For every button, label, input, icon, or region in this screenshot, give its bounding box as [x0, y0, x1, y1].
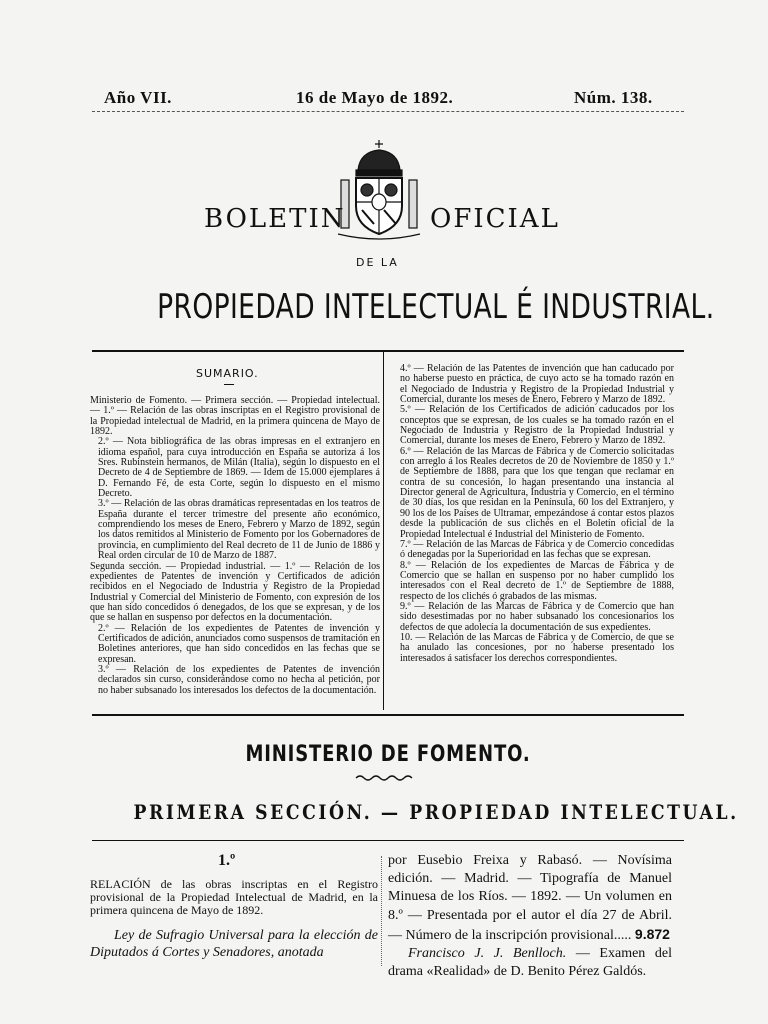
ornament-squiggle [354, 774, 414, 782]
section-heading: PRIMERA SECCIÓN. — PROPIEDAD INTELECTUAL. [133, 800, 739, 824]
sumario-right-column [392, 364, 674, 664]
masthead-rule [92, 111, 684, 112]
sumario-entry: 2.º — Relación de los expedientes de Patentes de invención y Certificados de adición, anunciados como suspensos de tramitación en Boletines anteriores, que han sido concedidos en las fechas que se expresan. [98, 622, 380, 665]
issue-number: Núm. 138. [574, 88, 653, 107]
registration-number: 9.872 [634, 925, 670, 942]
next-entry [388, 945, 672, 981]
sumario-entry: 2.º — Nota bibliográfica de las obras impresas en el extranjero en idioma español, para cuya introducción en España se autoriza á los Sres. Rubinstein hermanos, de Milán (Italia), según lo dispuesto en el Decreto de 4 de Septiembre de 1869. — Idem de 15.000 ejemplares á D. Fernando Fé, de esta Corte, según lo dispuesto en el mismo Decreto. [98, 436, 380, 500]
section-rule [92, 840, 684, 841]
sumario-entry: 3.º — Relación de las obras dramáticas representadas en los teatros de España durante el tercer trimestre del presente año económico, comprendiendo los meses de Enero, Febrero y Marzo de 1892, según los datos remitidos al Ministerio de Fomento por los Gobernadores de provincia, en cumplimiento del Real decreto de 11 de Junio de 1886 y Real orden circular de 10 de Marzo de 1887. [98, 498, 380, 562]
item-left-column [90, 878, 378, 961]
author-name: Francisco J. J. Benlloch. [408, 946, 567, 962]
sumario-entry: 6.º — Relación de las Marcas de Fábrica y de Comercio solicitadas con arreglo á los Reales decretos de 20 de Noviembre de 1850 y 1.º de Septiembre de 1888, para que los que tengan que reclamar en contra de su concesión, lo hagan presentando una instancia al Director general de Agricultura, Industria y Comercio, en el término de 30 días, los que residan en la Península, 60 los del Extranjero, y 90 los de los Países de Ultramar, empezándose á contar estos plazos desde la publicación de sus clichés en el Boletín oficial de la Propiedad Intelectual é Industrial del Ministerio de Fomento. [400, 445, 674, 540]
sumario-entry: Segunda sección. — Propiedad industrial. — 1.º — Relación de los expedientes de Patentes de invención y Certificados de adición recibidos en el Negociado de Industria y Registro de la Propiedad Industrial y Comercial del Ministerio de Fomento, con expresión de los que han sido concedidos ó denegados, de los que se expresan, y de los que se hallan en suspenso por defectos en la documentación. [90, 560, 380, 624]
item-number: 1.º [218, 852, 236, 869]
coat-of-arms-emblem [336, 136, 422, 248]
sumario-dash [224, 384, 234, 385]
sumario-entry: 5.º — Relación de los Certificados de adición caducados por los conceptos que se expresan, de los cuales se ha tomado razón en el Negociado de Industria y Registro de la Propiedad Industrial y Comercial, durante los meses de Enero, Febrero y Marzo de 1892. [400, 404, 674, 447]
sumario-heading: SUMARIO. [196, 367, 259, 380]
sumario-entry: 10. — Relación de las Marcas de Fábrica y de Comercio, de que se ha anulado las concesiones, por no haberse presentado los interesados á satisfacer los derechos correspondientes. [400, 631, 674, 664]
relacion-intro: RELACIÓN de las obras inscriptas en el Registro provisional de la Propiedad Intelectual de Madrid, en la primera quincena de Mayo de 1892. [90, 877, 378, 917]
sumario-entry: 8.º — Relación de los expedientes de Marcas de Fábrica y de Comercio que se hallan en suspenso por no haber cumplido los interesados con el Real decreto de 1.º de Septiembre de 1888, respecto de los clichés ó grabados de las mismas. [400, 559, 674, 602]
sumario-entry: 3.º — Relación de los expedientes de Patentes de invención declarados sin curso, considerándose como no hecha al petición, por no haber subsanado los interesados los defectos de la documentación. [98, 663, 380, 696]
title-boletin: BOLETIN [204, 204, 346, 234]
sumario-entry: 9.º — Relación de las Marcas de Fábrica y de Comercio que han sido desestimadas por no haber subsanado los concesionarios los defectos de que adolecía la documentación de sus expedientes. [400, 600, 674, 633]
column-divider [383, 352, 384, 710]
title-oficial: OFICIAL [430, 204, 560, 234]
sumario-entry: 7.º — Relación de las Marcas de Fábrica y de Comercio concedidas ó denegadas por la Superioridad en las fechas que se expresan. [400, 538, 674, 561]
work-title: Ley de Sufragio Universal para la elección de Diputados á Cortes y Senadores, anotada [90, 928, 378, 960]
title-de-la: DE LA [356, 256, 399, 269]
work-details: por Eusebio Freixa y Rabasó. — Novísima edición. — Madrid. — Tipografía de Manuel Minuesa de los Ríos. — 1892. — Un volumen en 8.º — Presentada por el autor el día 27 de Abril. — Número de la inscripción provisional..... [388, 853, 672, 943]
title-rule [92, 350, 684, 352]
ministry-heading: MINISTERIO DE FOMENTO. [245, 742, 531, 767]
lower-column-divider [381, 856, 382, 966]
sumario-entry: Ministerio de Fomento. — Primera sección. — Propiedad intelectual. — 1.º — Relación de las obras inscriptas en el Registro provisional de la Propiedad intelectual de Madrid, en la primera quincena de Mayo de 1892. [90, 395, 380, 438]
sumario-entry: 4.º — Relación de las Patentes de invención que han caducado por no haberse puesto en práctica, de cuyo acto se ha tomado razón en el Negociado de Industria y Registro de la Propiedad Industrial y Comercial, durante los meses de Enero, Febrero y Marzo de 1892. [400, 363, 674, 406]
work-description: — Examen del drama «Realidad» de D. Benito Pérez Galdós. [388, 946, 672, 980]
issue-date: 16 de Mayo de 1892. [296, 88, 454, 107]
sumario-left-column [90, 396, 380, 696]
item-right-column [388, 852, 672, 981]
issue-year: Año VII. [104, 88, 172, 107]
sumario-bottom-rule [92, 714, 684, 716]
page-title: PROPIEDAD INTELECTUAL É INDUSTRIAL. [157, 287, 715, 327]
